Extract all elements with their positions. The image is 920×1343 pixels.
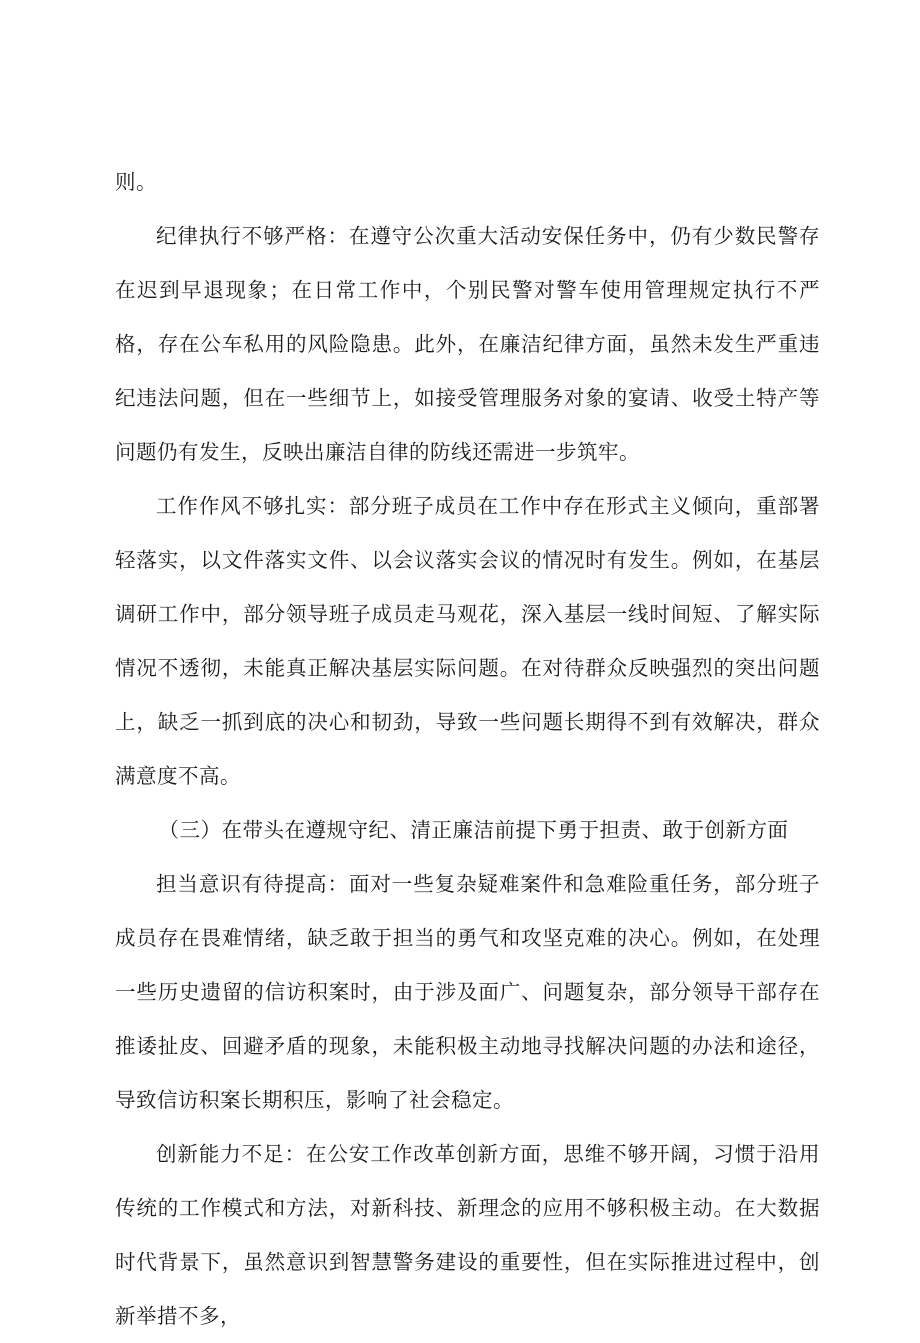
continued-paragraph: 则。 [115,170,157,194]
section-heading: （三）在带头在遵规守纪、清正廉洁前提下勇于担责、敢于创新方面 [158,818,789,842]
paragraph-innovation: 创新能力不足：在公安工作改革创新方面，思维不够开阔，习惯于沿用传统的工作模式和方法，对新科技、新理念的应用不够积极主动。在大数据时代背景下，虽然意识到智慧警务建设的重要性，但在实际推进过程中，创新举措不多， [115,1142,820,1328]
paragraph-responsibility: 担当意识有待提高：面对一些复杂疑难案件和急难险重任务，部分班子成员存在畏难情绪，缺乏敢于担当的勇气和攻坚克难的决心。例如，在处理一些历史遗留的信访积案时，由于涉及面广、问题复杂，部分领导干部存在推诿扯皮、回避矛盾的现象，未能积极主动地寻找解决问题的办法和途径，导致信访积案长期积压，影响了社会稳定。 [115,872,820,1112]
paragraph-discipline-enforcement: 纪律执行不够严格：在遵守公次重大活动安保任务中，仍有少数民警存在迟到早退现象；在日常工作中，个别民警对警车使用管理规定执行不严格，存在公车私用的风险隐患。此外，在廉洁纪律方面，虽然未发生严重违纪违法问题，但在一些细节上，如接受管理服务对象的宴请、收受土特产等问题仍有发生，反映出廉洁自律的防线还需进一步筑牢。 [115,224,820,464]
paragraph-work-style: 工作作风不够扎实：部分班子成员在工作中存在形式主义倾向，重部署轻落实，以文件落实文件、以会议落实会议的情况时有发生。例如，在基层调研工作中，部分领导班子成员走马观花，深入基层一线时间短、了解实际情况不透彻，未能真正解决基层实际问题。在对待群众反映强烈的突出问题上，缺乏一抓到底的决心和韧劲，导致一些问题长期得不到有效解决，群众满意度不高。 [115,494,820,788]
document-body [115,155,820,1343]
